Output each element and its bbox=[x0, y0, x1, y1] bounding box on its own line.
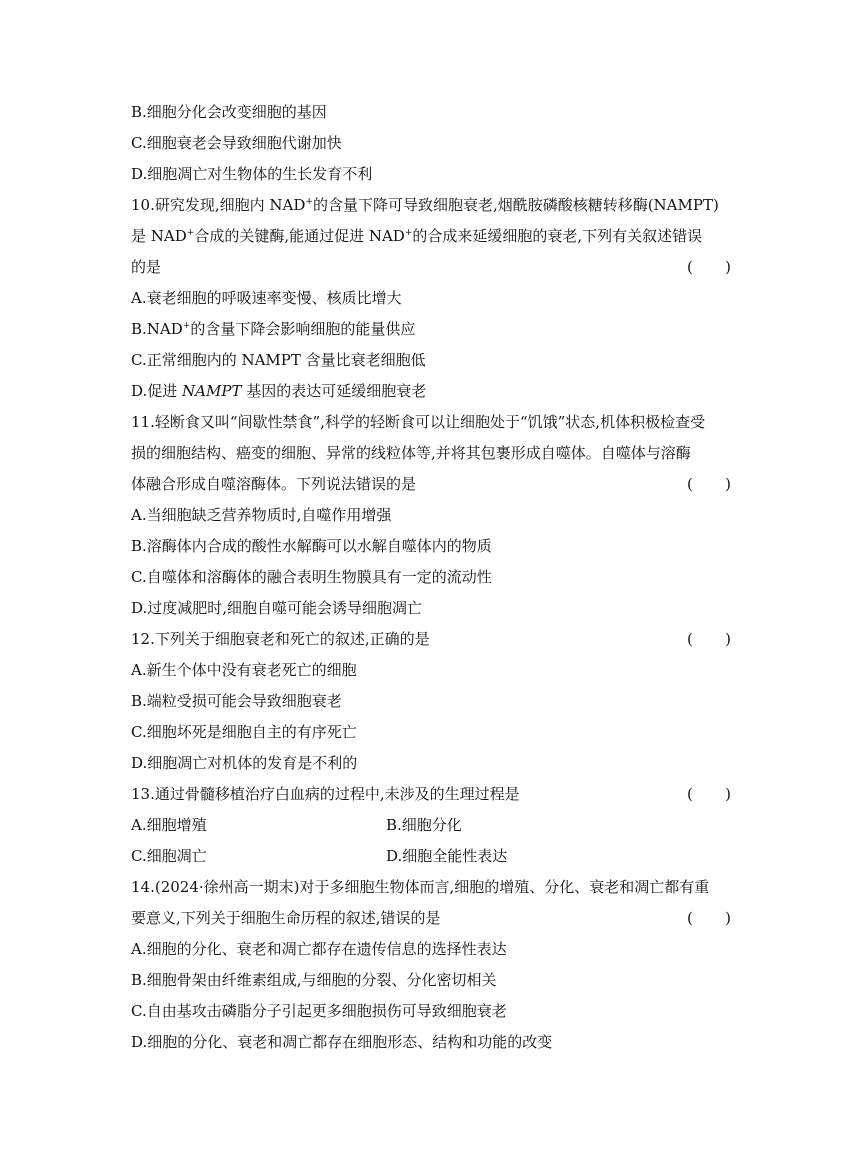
q10-stem-1a: 10.研究发现,细胞内 NAD bbox=[131, 196, 306, 214]
q10-option-b-a: B.NAD bbox=[131, 320, 183, 338]
superscript-plus: + bbox=[305, 197, 313, 207]
q12-stem-text: 12.下列关于细胞衰老和死亡的叙述,正确的是 bbox=[131, 630, 430, 648]
q12-option-d: D.细胞凋亡对机体的发育是不利的 bbox=[131, 754, 358, 772]
q13-option-b: B.细胞分化 bbox=[386, 816, 462, 834]
q11-option-c: C.自噬体和溶酶体的融合表明生物膜具有一定的流动性 bbox=[131, 568, 492, 586]
superscript-plus: + bbox=[182, 321, 191, 331]
q10-option-d-b: 基因的表达可延缓细胞衰老 bbox=[241, 382, 427, 400]
answer-bracket bbox=[687, 624, 731, 655]
q14-option-c: C.自由基攻击磷脂分子引起更多细胞损伤可导致细胞衰老 bbox=[131, 1002, 507, 1020]
q13-stem bbox=[131, 779, 731, 810]
q12-stem bbox=[131, 624, 731, 655]
q10-stem-line-3 bbox=[131, 252, 731, 283]
q11-option-b: B.溶酶体内合成的酸性水解酶可以水解自噬体内的物质 bbox=[131, 537, 492, 555]
q10-option-c: C.正常细胞内的 NAMPT 含量比衰老细胞低 bbox=[131, 351, 426, 369]
bracket-close: ) bbox=[725, 630, 731, 648]
q11-stem-line-3 bbox=[131, 469, 731, 500]
answer-bracket bbox=[687, 779, 731, 810]
q11-stem-line-2: 损的细胞结构、癌变的细胞、异常的线粒体等,并将其包裹形成自噬体。自噬体与溶酶 bbox=[131, 444, 691, 462]
q11-option-d: D.过度减肥时,细胞自噬可能会诱导细胞凋亡 bbox=[131, 599, 423, 617]
q10-option-d-a: D.促进 bbox=[131, 382, 183, 400]
q9-option-d: D.细胞凋亡对生物体的生长发育不利 bbox=[131, 165, 373, 183]
bracket-close: ) bbox=[725, 909, 731, 927]
q14-stem-line-1: 14.(2024·徐州高一期末)对于多细胞生物体而言,细胞的增殖、分化、衰老和凋亡都有重 bbox=[131, 878, 710, 896]
q10-option-b bbox=[131, 314, 731, 345]
bracket-open: ( bbox=[687, 909, 693, 927]
answer-bracket bbox=[687, 469, 731, 500]
q13-options-row-2 bbox=[131, 841, 731, 872]
q9-option-c: C.细胞衰老会导致细胞代谢加快 bbox=[131, 134, 342, 152]
q13-stem-text: 13.通过骨髓移植治疗白血病的过程中,未涉及的生理过程是 bbox=[131, 785, 520, 803]
q10-stem-line-2 bbox=[131, 221, 731, 252]
q12-option-b: B.端粒受损可能会导致细胞衰老 bbox=[131, 692, 342, 710]
bracket-open: ( bbox=[687, 785, 693, 803]
bracket-close: ) bbox=[725, 475, 731, 493]
bracket-open: ( bbox=[687, 630, 693, 648]
bracket-close: ) bbox=[725, 258, 731, 276]
bracket-open: ( bbox=[687, 475, 693, 493]
superscript-plus: + bbox=[404, 228, 413, 238]
q10-option-b-b: 的含量下降会影响细胞的能量供应 bbox=[190, 320, 416, 338]
q10-option-d bbox=[131, 376, 731, 407]
q13-option-c: C.细胞凋亡 bbox=[131, 847, 207, 865]
q10-stem-3: 的是 bbox=[131, 258, 162, 276]
q14-stem-2: 要意义,下列关于细胞生命历程的叙述,错误的是 bbox=[131, 909, 441, 927]
q10-stem-2b: 合成的关键酶,能通过促进 NAD bbox=[194, 227, 405, 245]
q12-option-a: A.新生个体中没有衰老死亡的细胞 bbox=[131, 661, 357, 679]
q10-stem-2c: 的合成来延缓细胞的衰老,下列有关叙述错误 bbox=[412, 227, 703, 245]
q11-stem-3: 体融合形成自噬溶酶体。下列说法错误的是 bbox=[131, 475, 417, 493]
q10-stem-1b: 的含量下降可导致细胞衰老,烟酰胺磷酸核糖转移酶(NAMPT) bbox=[312, 196, 719, 214]
q14-stem-line-2 bbox=[131, 903, 731, 934]
q13-options-row-1 bbox=[131, 810, 731, 841]
bracket-open: ( bbox=[687, 258, 693, 276]
bracket-close: ) bbox=[725, 785, 731, 803]
q9-option-b: B.细胞分化会改变细胞的基因 bbox=[131, 103, 327, 121]
q14-option-b: B.细胞骨架由纤维素组成,与细胞的分裂、分化密切相关 bbox=[131, 971, 497, 989]
answer-bracket bbox=[687, 252, 731, 283]
answer-bracket bbox=[687, 903, 731, 934]
q14-option-d: D.细胞的分化、衰老和凋亡都存在细胞形态、结构和功能的改变 bbox=[131, 1033, 553, 1051]
q12-option-c: C.细胞坏死是细胞自主的有序死亡 bbox=[131, 723, 357, 741]
q13-option-d: D.细胞全能性表达 bbox=[386, 847, 508, 865]
exam-page bbox=[131, 97, 731, 1058]
q14-option-a: A.细胞的分化、衰老和凋亡都存在遗传信息的选择性表达 bbox=[131, 940, 507, 958]
superscript-plus: + bbox=[186, 228, 195, 238]
q10-stem-2a: 是 NAD bbox=[131, 227, 187, 245]
q10-option-a: A.衰老细胞的呼吸速率变慢、核质比增大 bbox=[131, 289, 402, 307]
q11-stem-line-1: 11.轻断食又叫“间歇性禁食”,科学的轻断食可以让细胞处于“饥饿”状态,机体积极检查受 bbox=[131, 413, 706, 431]
q10-stem-line-1 bbox=[131, 190, 731, 221]
gene-name: NAMPT bbox=[182, 382, 242, 400]
q13-option-a: A.细胞增殖 bbox=[131, 816, 207, 834]
q11-option-a: A.当细胞缺乏营养物质时,自噬作用增强 bbox=[131, 506, 392, 524]
